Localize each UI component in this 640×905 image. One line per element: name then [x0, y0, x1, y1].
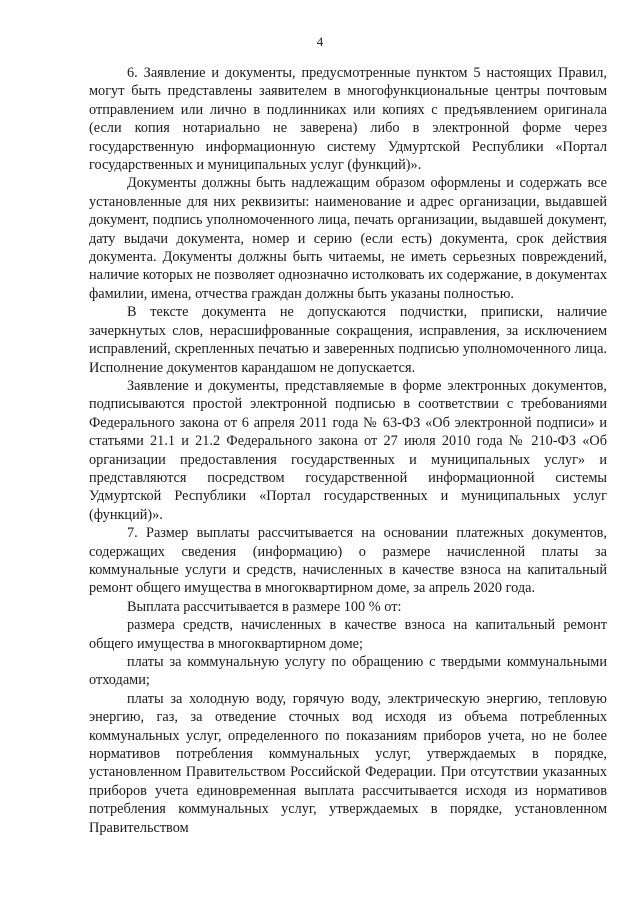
document-body — [89, 64, 607, 837]
paragraph-utilities: платы за холодную воду, горячую воду, электрическую энергию, тепловую энергию, газ, за отведение сточных вод исходя из объема потребленных коммунальных услуг, определенного по показаниям приборов учета, но не более нормативов потребления коммунальных услуг, утверждаемых в порядке, установленном Правительством Российской Федерации. При отсутствии указанных приборов учета единовременная выплата рассчитывается исходя из нормативов потребления коммунальных услуг, утверждаемых в порядке, установленном Правительством — [89, 690, 607, 836]
paragraph-no-corrections: В тексте документа не допускаются подчистки, приписки, наличие зачеркнутых слов, нерасшифрованные сокращения, исправления, за исключением исправлений, скрепленных печатью и заверенных подписью уполномоченного лица. Исполнение документов карандашом не допускается. — [89, 304, 607, 376]
paragraph-solid-waste: платы за коммунальную услугу по обращению с твердыми коммунальными отходами; — [89, 654, 607, 689]
paragraph-document-requisites: Документы должны быть надлежащим образом оформлены и содержать все установленные для них реквизиты: наименование и адрес организации, выдавшей документ, подпись уполномоченного лица, печать организации, выдавшей документ, дату выдачи документа, номер и серию (если есть) документа, срок действия документа. Документы должны быть читаемы, не иметь серьезных повреждений, наличие которых не позволяет однозначно истолковать их содержание, в документах фамилии, имена, отчества граждан должны быть указаны полностью. — [89, 175, 607, 302]
paragraph-capital-repair: размера средств, начисленных в качестве взноса на капитальный ремонт общего имущества в многоквартирном доме; — [89, 617, 607, 652]
paragraph-payment-percent: Выплата рассчитывается в размере 100 % от: — [127, 598, 402, 615]
page-number: 4 — [316, 34, 324, 49]
paragraph-submission: 6. Заявление и документы, предусмотренные пунктом 5 настоящих Правил, могут быть представлены заявителем в многофункциональные центры почтовым отправлением или лично в подлинниках или копиях с предъявлением оригинала (если копия нотариально не заверена) либо в электронной форме через государственную информационную систему Удмуртской Республики «Портал государственных и муниципальных услуг (функций)». — [89, 65, 607, 174]
paragraph-electronic-signature: Заявление и документы, представляемые в форме электронных документов, подписываются простой электронной подписью в соответствии с требованиями Федерального закона от 6 апреля 2011 года № 63-ФЗ «Об электронной подписи» и статьями 21.1 и 21.2 Федерального закона от 27 июля 2010 года № 210-ФЗ «Об организации предоставления государственных и муниципальных услуг» и представляются посредством государственной информационной системы Удмуртской Республики «Портал государственных и муниципальных услуг (функций)». — [89, 377, 607, 523]
paragraph-payment-size: 7. Размер выплаты рассчитывается на основании платежных документов, содержащих сведения (информацию) о размере начисленной платы за коммунальные услуги и средств, начисленных в качестве взноса на капитальный ремонт общего имущества в многоквартирном доме, за апрель 2020 года. — [89, 525, 607, 597]
